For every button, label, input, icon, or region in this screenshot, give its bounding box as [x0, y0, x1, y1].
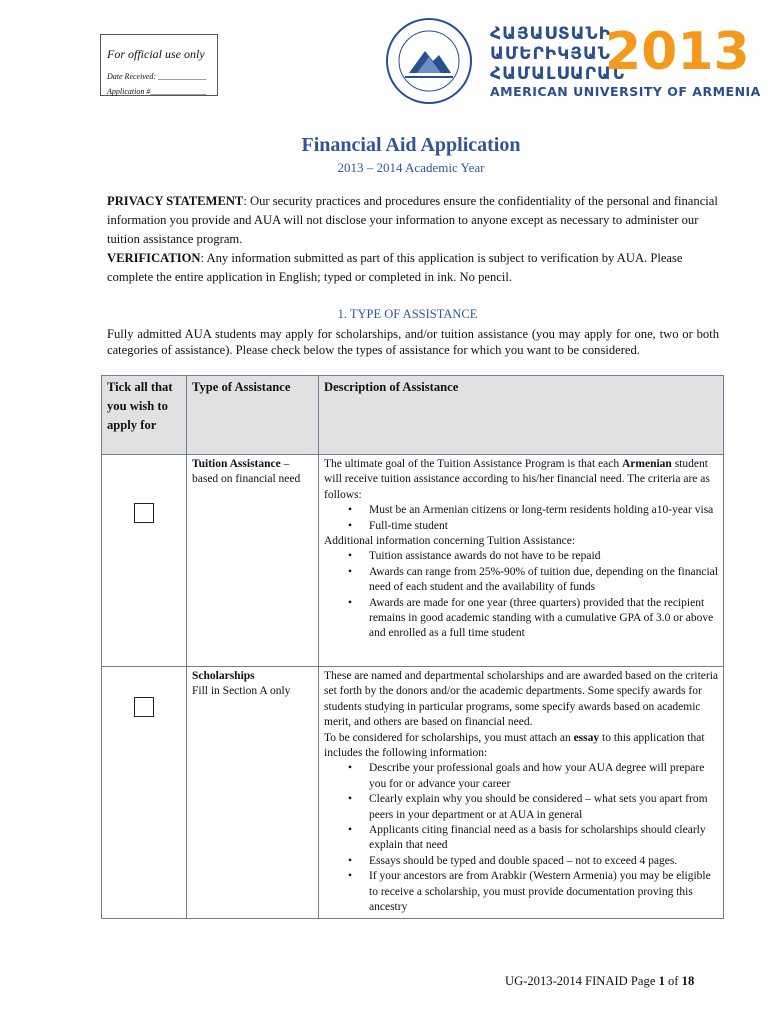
- scholarship-type-note: Fill in Section A only: [192, 685, 291, 697]
- list-item: • Must be an Armenian citizens or long-term residents holding a10-year visa: [369, 503, 718, 518]
- scholarship-description-cell: [319, 667, 724, 919]
- header-tick: Tick all that you wish to apply for: [102, 376, 187, 455]
- scholarships-checkbox[interactable]: [134, 697, 154, 717]
- page-footer: [505, 974, 694, 989]
- tuition-additional-info: Additional information concerning Tuition Assistance:: [324, 535, 576, 548]
- tuition-desc-bold: Armenian: [622, 458, 672, 470]
- privacy-statement: [107, 192, 719, 287]
- scholarship-essay-bold: essay: [573, 731, 600, 744]
- scholarship-essay-text: To be considered for scholarships, you must attach an: [324, 731, 574, 744]
- official-use-title: For official use only: [107, 47, 205, 61]
- assistance-table: [101, 375, 724, 919]
- list-item: • Applicants citing financial need as a basis for scholarships should clearly explain that need: [369, 823, 718, 854]
- tuition-desc-text: The ultimate goal of the Tuition Assistance Program is that each: [324, 458, 622, 470]
- university-name: AMERICAN UNIVERSITY OF ARMENIA: [490, 84, 761, 99]
- application-number-field: Application #______________: [107, 87, 207, 96]
- scholarship-essay-text-2: to this application that includes the following information:: [324, 731, 705, 760]
- tuition-type-note: – based on financial need: [192, 458, 301, 485]
- list-item: • Tuition assistance awards do not have to be repaid: [369, 549, 718, 564]
- header-type: Type of Assistance: [187, 376, 319, 455]
- privacy-label: PRIVACY STATEMENT: [107, 194, 244, 208]
- section-heading: 1. TYPE OF ASSISTANCE: [337, 307, 478, 321]
- tuition-tick-cell: [102, 455, 187, 667]
- list-item: • Awards can range from 25%-90% of tuition due, depending on the financial need of each student and the availability of funds: [369, 565, 718, 596]
- year-logo: 2013: [605, 22, 750, 82]
- list-item: • Full-time student: [369, 519, 718, 534]
- footer-text: UG-2013-2014 FINAID Page: [505, 974, 659, 988]
- armenian-line-2: ԱՄԵՐԻԿՅԱՆ: [490, 44, 611, 64]
- aua-seal-logo: [385, 17, 473, 105]
- page-subtitle: 2013 – 2014 Academic Year: [337, 160, 485, 175]
- armenian-line-3: ՀԱՄԱԼՍԱՐԱՆ: [490, 64, 626, 84]
- list-item: • If your ancestors are from Arabkir (Western Armenia) you may be eligible to receive a scholarship, you must provide documentation proving this ancestry: [369, 869, 718, 915]
- footer-total-pages: 18: [681, 974, 695, 988]
- tuition-description-cell: [319, 455, 724, 667]
- tuition-type-title: Tuition Assistance: [192, 458, 281, 470]
- official-use-box: [100, 34, 218, 96]
- page-title: Financial Aid Application: [301, 134, 521, 156]
- tuition-type-cell: [187, 455, 319, 667]
- section-intro: Fully admitted AUA students may apply for scholarships, and/or tuition assistance (you may apply for one, two or both categories of assistance). Please check below the types of assistance for which you want to be considered.: [107, 327, 719, 357]
- scholarship-type-title: Scholarships: [192, 670, 255, 682]
- table-row: [102, 667, 724, 919]
- tuition-desc-text-2: student will receive tuition assistance according to his/her financial need. The criteria are as follows:: [324, 458, 710, 501]
- header-description: Description of Assistance: [319, 376, 724, 455]
- scholarship-type-cell: [187, 667, 319, 919]
- footer-of: of: [664, 974, 682, 988]
- privacy-text: : Our security practices and procedures ensure the confidentiality of the personal and financial information you provide and AUA will not disclose your information to anyone except as necessary to administer our tuition assistance program.: [107, 194, 718, 246]
- date-received-field: Date Received: ____________: [107, 72, 207, 81]
- footer-page-number: 1: [658, 974, 665, 988]
- tuition-assistance-checkbox[interactable]: [134, 503, 154, 523]
- table-header-row: [102, 376, 724, 455]
- list-item: • Essays should be typed and double spaced – not to exceed 4 pages.: [369, 854, 718, 869]
- verification-text: : Any information submitted as part of this application is subject to verification by AUA. Please complete the entire application in English; typed or completed in ink. No pencil.: [107, 251, 683, 284]
- armenian-line-1: ՀԱՅԱՍՏԱՆԻ: [490, 24, 611, 44]
- list-item: • Describe your professional goals and how your AUA degree will prepare you for or advance your career: [369, 761, 718, 792]
- verification-label: VERIFICATION: [107, 251, 201, 265]
- list-item: • Awards are made for one year (three quarters) provided that the recipient remains in good academic standing with a cumulative GPA of 3.0 or above and enrolled as a full time student: [369, 596, 718, 642]
- table-row: [102, 455, 724, 667]
- scholarship-desc-text: These are named and departmental scholarships and are awarded based on the criteria set forth by the donors and/or the academic departments. Some specify awards for students studying in particular programs, some specify awards based on academic merit, and others are based on financial need.: [324, 670, 719, 729]
- list-item: • Clearly explain why you should be considered – what sets you apart from peers in your department or at AUA in general: [369, 792, 718, 823]
- scholarship-tick-cell: [102, 667, 187, 919]
